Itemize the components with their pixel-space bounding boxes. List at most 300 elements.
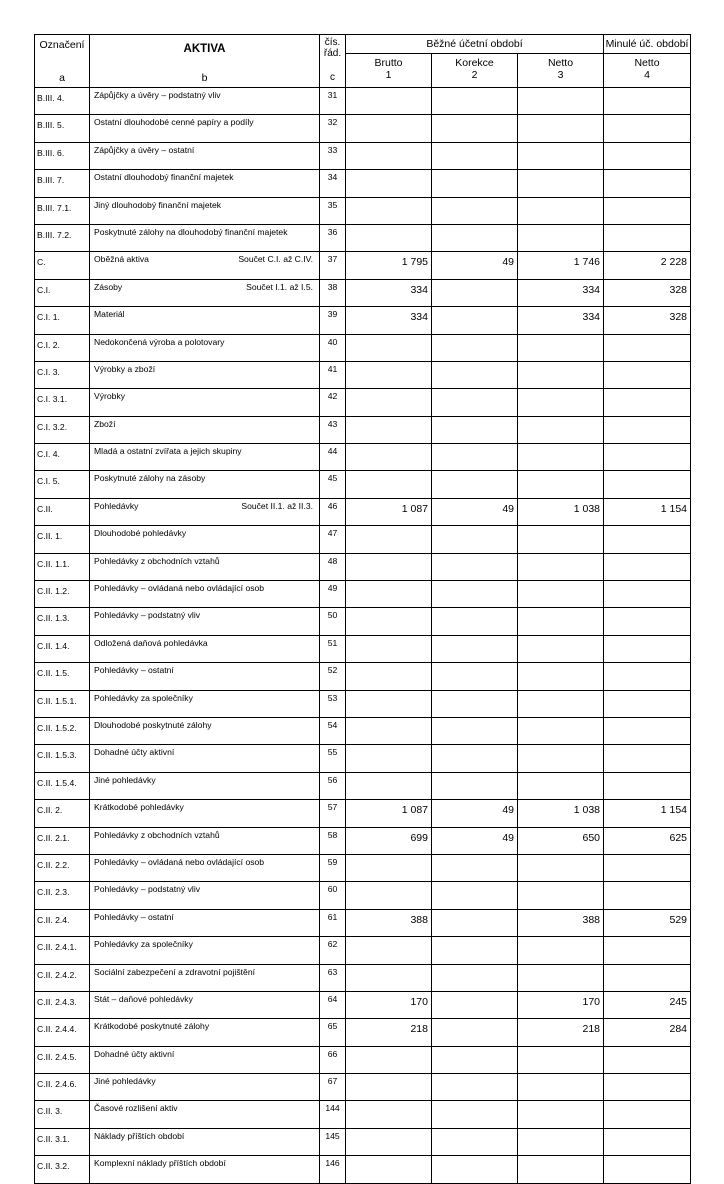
row-brutto — [346, 115, 432, 142]
header-brutto — [346, 54, 432, 88]
row-name-text: Jiné pohledávky — [94, 1076, 156, 1087]
header-minule-obdobi: Minulé úč. období — [604, 35, 691, 54]
row-name-text: Pohledávky – podstatný vliv — [94, 884, 201, 895]
balance-sheet — [34, 34, 690, 1184]
header-brutto-num: 1 — [385, 69, 392, 81]
row-line-number: 43 — [320, 416, 346, 443]
row-netto-prev — [604, 717, 691, 744]
table-row — [35, 170, 691, 197]
header-korekce-label: Korekce — [455, 57, 494, 69]
header-oznaceni-label: Označení — [39, 39, 85, 51]
row-korekce — [432, 526, 518, 553]
row-korekce — [432, 1156, 518, 1183]
row-line-number: 47 — [320, 526, 346, 553]
table-row — [35, 690, 691, 717]
row-code: C.II. 2.1. — [35, 827, 90, 854]
table-row — [35, 334, 691, 361]
row-netto-prev — [604, 635, 691, 662]
row-korekce — [432, 772, 518, 799]
row-line-number: 48 — [320, 553, 346, 580]
row-netto-prev — [604, 142, 691, 169]
row-brutto — [346, 88, 432, 115]
row-brutto: 334 — [346, 307, 432, 334]
row-brutto — [346, 717, 432, 744]
row-brutto: 1 087 — [346, 800, 432, 827]
table-row — [35, 553, 691, 580]
row-code: C.II. 1.2. — [35, 581, 90, 608]
row-code: C.I. 3.1. — [35, 389, 90, 416]
row-code: C.II. 2.4. — [35, 909, 90, 936]
row-korekce — [432, 416, 518, 443]
row-name — [90, 361, 320, 388]
table-row — [35, 854, 691, 881]
row-korekce — [432, 142, 518, 169]
row-name-text: Krátkodobé pohledávky — [94, 802, 184, 813]
row-netto — [518, 1046, 604, 1073]
row-korekce — [432, 608, 518, 635]
row-name — [90, 991, 320, 1018]
row-brutto — [346, 416, 432, 443]
table-row — [35, 608, 691, 635]
row-name-text: Pohledávky – ostatní — [94, 911, 174, 922]
row-name-text: Pohledávky – ovládaná nebo ovládající osob — [94, 583, 265, 594]
row-korekce — [432, 307, 518, 334]
row-netto — [518, 745, 604, 772]
header-netto-prev-label: Netto — [634, 57, 660, 69]
row-code: C.II. 1.5.4. — [35, 772, 90, 799]
row-brutto — [346, 745, 432, 772]
row-line-number: 61 — [320, 909, 346, 936]
row-name-text: Poskytnuté zálohy na zásoby — [94, 473, 206, 484]
table-row — [35, 1046, 691, 1073]
header-oznaceni — [35, 35, 90, 88]
row-brutto — [346, 361, 432, 388]
row-code: B.III. 7. — [35, 170, 90, 197]
row-code: C.II. 2.4.3. — [35, 991, 90, 1018]
row-code: C.II. 1.3. — [35, 608, 90, 635]
table-row — [35, 882, 691, 909]
row-netto — [518, 170, 604, 197]
row-netto — [518, 197, 604, 224]
row-code: B.III. 6. — [35, 142, 90, 169]
table-row — [35, 1074, 691, 1101]
row-name — [90, 800, 320, 827]
table-row — [35, 361, 691, 388]
row-brutto: 1 795 — [346, 252, 432, 279]
row-netto — [518, 663, 604, 690]
row-name — [90, 526, 320, 553]
row-code: C.II. 3. — [35, 1101, 90, 1128]
row-name — [90, 663, 320, 690]
header-netto-label: Netto — [547, 57, 574, 69]
row-netto — [518, 1101, 604, 1128]
row-netto: 218 — [518, 1019, 604, 1046]
row-brutto — [346, 663, 432, 690]
row-name-text: Stát – daňové pohledávky — [94, 993, 193, 1004]
row-netto — [518, 334, 604, 361]
header-col-c: c — [330, 72, 335, 83]
row-name-text: Jiné pohledávky — [94, 774, 156, 785]
header-cis-line2: řád. — [323, 48, 342, 59]
row-code: C.I. 2. — [35, 334, 90, 361]
table-row — [35, 1019, 691, 1046]
row-name — [90, 389, 320, 416]
table-row — [35, 197, 691, 224]
row-netto-prev — [604, 663, 691, 690]
row-name — [90, 142, 320, 169]
row-netto-prev — [604, 471, 691, 498]
row-name — [90, 197, 320, 224]
row-name-text: Dohadné účty aktivní — [94, 747, 175, 758]
row-brutto — [346, 608, 432, 635]
row-netto-prev — [604, 1156, 691, 1183]
row-line-number: 60 — [320, 882, 346, 909]
row-name — [90, 1019, 320, 1046]
row-line-number: 41 — [320, 361, 346, 388]
row-brutto — [346, 1074, 432, 1101]
row-code: C.II. 2.4.6. — [35, 1074, 90, 1101]
row-name — [90, 772, 320, 799]
header-col-a: a — [59, 72, 65, 84]
row-name-text: Odložená daňová pohledávka — [94, 637, 208, 648]
row-netto — [518, 526, 604, 553]
row-brutto: 699 — [346, 827, 432, 854]
row-code: C.I. 1. — [35, 307, 90, 334]
row-code: C.II. 2.4.5. — [35, 1046, 90, 1073]
row-netto — [518, 937, 604, 964]
row-code: C.II. — [35, 498, 90, 525]
row-korekce: 49 — [432, 252, 518, 279]
row-line-number: 145 — [320, 1128, 346, 1155]
table-row — [35, 937, 691, 964]
row-netto — [518, 964, 604, 991]
row-netto — [518, 553, 604, 580]
row-name-text: Ostatní dlouhodobé cenné papíry a podíly — [94, 117, 254, 128]
row-netto — [518, 444, 604, 471]
row-netto — [518, 115, 604, 142]
row-line-number: 45 — [320, 471, 346, 498]
table-row — [35, 416, 691, 443]
row-name — [90, 279, 320, 306]
row-name-text: Zboží — [94, 418, 116, 429]
row-line-number: 53 — [320, 690, 346, 717]
row-netto-prev — [604, 416, 691, 443]
row-netto — [518, 581, 604, 608]
row-netto-prev — [604, 745, 691, 772]
row-brutto: 334 — [346, 279, 432, 306]
row-code: B.III. 7.2. — [35, 224, 90, 251]
header-brutto-label: Brutto — [374, 57, 403, 69]
row-code: C.II. 2.2. — [35, 854, 90, 881]
row-name-text: Časové rozlišení aktiv — [94, 1103, 178, 1114]
row-name-text: Nedokončená výroba a polotovary — [94, 336, 225, 347]
row-name-text: Pohledávky za společníky — [94, 692, 193, 703]
row-line-number: 31 — [320, 88, 346, 115]
row-korekce — [432, 964, 518, 991]
row-korekce — [432, 635, 518, 662]
table-row — [35, 745, 691, 772]
row-korekce — [432, 170, 518, 197]
row-line-number: 40 — [320, 334, 346, 361]
row-netto-prev — [604, 772, 691, 799]
row-name-text: Pohledávky za společníky — [94, 939, 193, 950]
table-row — [35, 909, 691, 936]
row-name-text: Pohledávky – ostatní — [94, 665, 174, 676]
row-brutto — [346, 937, 432, 964]
row-name-text: Pohledávky z obchodních vztahů — [94, 555, 220, 566]
row-code: C.II. 1.1. — [35, 553, 90, 580]
row-brutto — [346, 553, 432, 580]
row-netto: 1 038 — [518, 800, 604, 827]
row-brutto — [346, 1156, 432, 1183]
row-netto-prev — [604, 224, 691, 251]
row-netto — [518, 389, 604, 416]
row-name-text: Zápůjčky a úvěry – podstatný vliv — [94, 90, 221, 100]
row-brutto — [346, 772, 432, 799]
row-netto-prev — [604, 581, 691, 608]
row-netto: 170 — [518, 991, 604, 1018]
row-netto-prev — [604, 553, 691, 580]
row-korekce — [432, 663, 518, 690]
row-netto-prev — [604, 88, 691, 115]
row-code: C.II. 1. — [35, 526, 90, 553]
table-row — [35, 389, 691, 416]
row-korekce — [432, 690, 518, 717]
row-netto — [518, 361, 604, 388]
row-netto — [518, 1128, 604, 1155]
row-netto-prev: 2 228 — [604, 252, 691, 279]
row-name — [90, 882, 320, 909]
row-netto — [518, 690, 604, 717]
row-code: B.III. 7.1. — [35, 197, 90, 224]
table-row — [35, 717, 691, 744]
row-netto — [518, 471, 604, 498]
row-name-text: Náklady příštích období — [94, 1130, 185, 1141]
row-korekce — [432, 279, 518, 306]
row-korekce — [432, 1128, 518, 1155]
row-code: C.II. 2.4.4. — [35, 1019, 90, 1046]
row-line-number: 51 — [320, 635, 346, 662]
row-name-text: Krátkodobé poskytnuté zálohy — [94, 1021, 210, 1032]
row-line-number: 62 — [320, 937, 346, 964]
row-brutto — [346, 964, 432, 991]
row-name — [90, 608, 320, 635]
row-name-text: Poskytnuté zálohy na dlouhodobý finanční majetek — [94, 226, 288, 237]
table-row — [35, 581, 691, 608]
row-name-text: Pohledávky – ovládaná nebo ovládající osob — [94, 856, 265, 867]
row-code: C.II. 1.5.2. — [35, 717, 90, 744]
row-line-number: 64 — [320, 991, 346, 1018]
row-code: C.I. — [35, 279, 90, 306]
row-korekce — [432, 389, 518, 416]
row-sum-note: Součet I.1. až I.5. — [246, 281, 313, 292]
row-korekce — [432, 361, 518, 388]
row-line-number: 58 — [320, 827, 346, 854]
row-korekce — [432, 197, 518, 224]
row-name — [90, 88, 320, 115]
row-netto: 1 746 — [518, 252, 604, 279]
header-korekce-num: 2 — [471, 69, 478, 81]
row-code: C.II. 1.5.3. — [35, 745, 90, 772]
row-brutto — [346, 142, 432, 169]
row-name — [90, 416, 320, 443]
row-code: C.II. 2.3. — [35, 882, 90, 909]
row-name — [90, 170, 320, 197]
row-netto — [518, 717, 604, 744]
aktiva-table — [34, 34, 691, 1184]
row-name-text: Pohledávky – podstatný vliv — [94, 610, 201, 621]
row-netto — [518, 88, 604, 115]
row-netto-prev — [604, 854, 691, 881]
row-line-number: 39 — [320, 307, 346, 334]
row-code: C.II. 1.5.1. — [35, 690, 90, 717]
row-netto-prev — [604, 444, 691, 471]
header-aktiva — [90, 35, 320, 88]
row-code: C.II. 2.4.2. — [35, 964, 90, 991]
row-brutto: 170 — [346, 991, 432, 1018]
table-row — [35, 1101, 691, 1128]
row-netto-prev — [604, 1074, 691, 1101]
row-brutto — [346, 854, 432, 881]
row-code: C.II. 2. — [35, 800, 90, 827]
row-brutto — [346, 1101, 432, 1128]
row-korekce — [432, 553, 518, 580]
table-row — [35, 88, 691, 115]
row-korekce — [432, 471, 518, 498]
row-name-text: Výrobky a zboží — [94, 363, 156, 374]
row-netto: 334 — [518, 279, 604, 306]
table-row — [35, 444, 691, 471]
table-row — [35, 991, 691, 1018]
table-row — [35, 252, 691, 279]
row-korekce — [432, 745, 518, 772]
row-netto-prev — [604, 1101, 691, 1128]
table-row — [35, 772, 691, 799]
row-line-number: 57 — [320, 800, 346, 827]
row-korekce — [432, 1046, 518, 1073]
row-netto: 650 — [518, 827, 604, 854]
row-code: C.II. 3.1. — [35, 1128, 90, 1155]
table-row — [35, 498, 691, 525]
row-line-number: 35 — [320, 197, 346, 224]
row-line-number: 66 — [320, 1046, 346, 1073]
row-name — [90, 252, 320, 279]
row-code: B.III. 5. — [35, 115, 90, 142]
row-brutto — [346, 526, 432, 553]
row-netto-prev — [604, 964, 691, 991]
row-name-text: Dohadné účty aktivní — [94, 1048, 175, 1059]
row-code: C.I. 3.2. — [35, 416, 90, 443]
table-row — [35, 307, 691, 334]
row-brutto — [346, 471, 432, 498]
row-name-text: Sociální zabezpečení a zdravotní pojištění — [94, 966, 255, 977]
row-brutto — [346, 581, 432, 608]
row-brutto — [346, 389, 432, 416]
row-name — [90, 690, 320, 717]
table-header — [35, 35, 691, 88]
row-line-number: 59 — [320, 854, 346, 881]
row-brutto — [346, 224, 432, 251]
row-netto — [518, 142, 604, 169]
row-netto — [518, 1074, 604, 1101]
row-netto-prev — [604, 170, 691, 197]
row-name — [90, 827, 320, 854]
row-korekce — [432, 1019, 518, 1046]
row-netto-prev — [604, 1046, 691, 1073]
row-netto — [518, 416, 604, 443]
row-brutto — [346, 635, 432, 662]
header-cis-line1: čís. — [324, 37, 341, 48]
row-netto — [518, 608, 604, 635]
row-name — [90, 307, 320, 334]
row-netto: 388 — [518, 909, 604, 936]
row-code: C.II. 3.2. — [35, 1156, 90, 1183]
row-netto-prev — [604, 882, 691, 909]
row-name-text: Dlouhodobé pohledávky — [94, 528, 187, 539]
table-row — [35, 471, 691, 498]
row-name — [90, 115, 320, 142]
row-netto-prev — [604, 197, 691, 224]
row-netto-prev: 1 154 — [604, 498, 691, 525]
row-brutto — [346, 690, 432, 717]
row-line-number: 33 — [320, 142, 346, 169]
row-name — [90, 444, 320, 471]
row-korekce — [432, 882, 518, 909]
row-name-text: Ostatní dlouhodobý finanční majetek — [94, 172, 234, 183]
table-row — [35, 663, 691, 690]
row-name-text: Zápůjčky a úvěry – ostatní — [94, 144, 195, 155]
header-netto-prev — [604, 54, 691, 88]
row-korekce: 49 — [432, 498, 518, 525]
row-korekce — [432, 115, 518, 142]
row-line-number: 56 — [320, 772, 346, 799]
table-body — [35, 88, 691, 1184]
header-aktiva-label: AKTIVA — [183, 43, 226, 55]
row-netto — [518, 882, 604, 909]
row-code: B.III. 4. — [35, 88, 90, 115]
row-name-text: Materiál — [94, 309, 125, 320]
row-name — [90, 1046, 320, 1073]
row-code: C.I. 3. — [35, 361, 90, 388]
row-name-text: Zásoby — [94, 281, 123, 292]
row-code: C.I. 5. — [35, 471, 90, 498]
row-code: C.II. 2.4.1. — [35, 937, 90, 964]
header-netto-num: 3 — [557, 69, 564, 81]
row-name — [90, 1101, 320, 1128]
row-name-text: Oběžná aktiva — [94, 254, 149, 265]
row-line-number: 36 — [320, 224, 346, 251]
row-code: C.I. 4. — [35, 444, 90, 471]
row-korekce — [432, 88, 518, 115]
row-name — [90, 909, 320, 936]
row-korekce — [432, 937, 518, 964]
row-brutto — [346, 1046, 432, 1073]
row-brutto — [346, 444, 432, 471]
row-line-number: 67 — [320, 1074, 346, 1101]
row-korekce — [432, 224, 518, 251]
row-netto — [518, 854, 604, 881]
row-brutto — [346, 170, 432, 197]
row-netto-prev — [604, 690, 691, 717]
row-name — [90, 717, 320, 744]
row-line-number: 34 — [320, 170, 346, 197]
row-name — [90, 224, 320, 251]
row-netto-prev: 625 — [604, 827, 691, 854]
row-name — [90, 334, 320, 361]
row-name-text: Výrobky — [94, 391, 126, 402]
row-line-number: 32 — [320, 115, 346, 142]
row-line-number: 52 — [320, 663, 346, 690]
